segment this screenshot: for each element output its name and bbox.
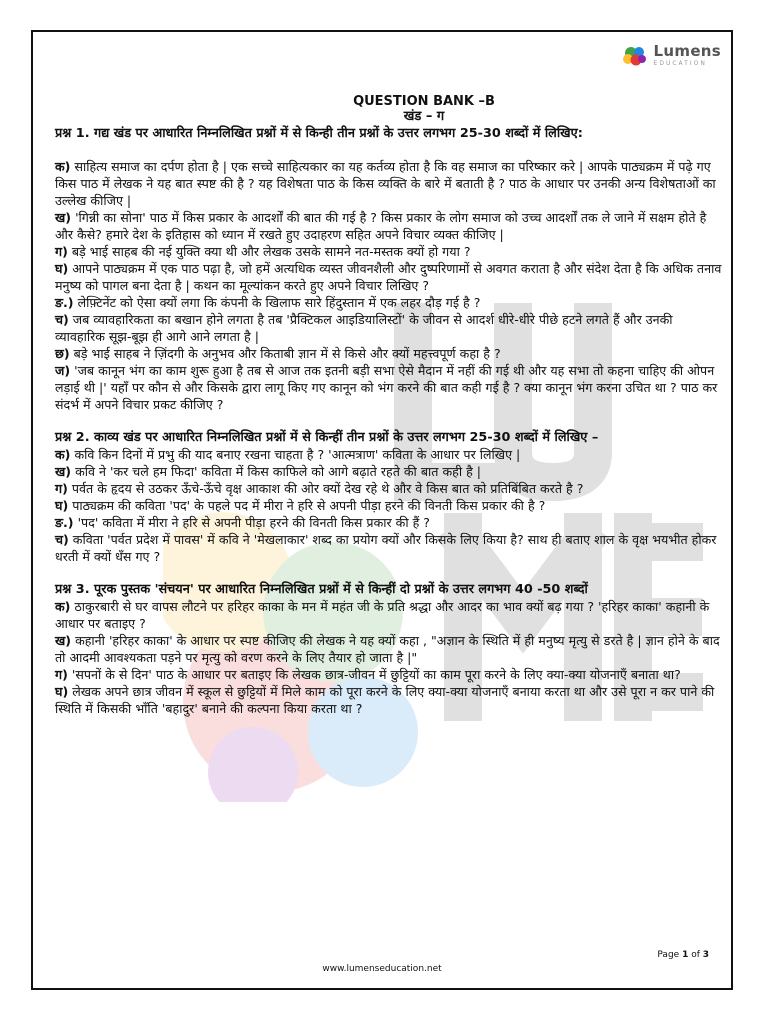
question-label: च) — [55, 312, 69, 327]
page-number — [657, 950, 709, 960]
question-item — [55, 158, 723, 209]
question-text: कहानी 'हरिहर काका' के आधार पर स्पष्ट कीजिए की लेखक ने यह क्यों कहा , "अज्ञान के स्थिति में ही मनुष्य मृत्यु से डरते है | ज्ञान होने के बाद तो आदमी आवश्यकता पड़ने पर मृत्यु को वरण करने के लिए तैयार हो जाता है |" — [55, 633, 720, 665]
question-label: घ) — [55, 684, 69, 699]
question-item — [55, 683, 723, 717]
question-item — [55, 209, 723, 243]
question-item — [55, 497, 723, 514]
question-label: क) — [55, 447, 71, 462]
section-heading: प्रश्न 2. काव्य खंड पर आधारित निम्नलिखित प्रश्नों में से किन्हीं तीन प्रश्नों के उत्तर लगभग 25-30 शब्दों में लिखिए – — [55, 430, 599, 445]
question-text: आपने पाठ्यक्रम में एक पाठ पढ़ा है, जो हमें अत्यधिक व्यस्त जीवनशैली और दुष्परिणामों से अवगत कराता है और संदेश देता है कि अधिक तनाव मनुष्य को पागल बना देता है | कथन का मूल्यांकन करते हुए अपने विचार लिखिए ? — [55, 261, 722, 293]
question-text: कविता 'पर्वत प्रदेश में पावस' में कवि ने 'मेखलाकार' शब्द का प्रयोग क्यों और किसके लिए किया है? साथ ही बताए शाल के वृक्ष भयभीत होकर धरती में क्यों धँस गए ? — [55, 532, 717, 564]
question-item — [55, 632, 723, 666]
question-text: बड़े भाई साहब की नई युक्ति क्या थी और लेखक उसके सामने नत-मस्तक क्यों हो गया ? — [67, 244, 471, 259]
logo-name: Lumens — [653, 42, 721, 60]
question-label: ङ.) — [55, 295, 74, 310]
question-text: ठाकुरबारी से घर वापस लौटने पर हरिहर काका के मन में महंत जी के प्रति श्रद्धा और आदर का भाव क्यों बढ़ गया ? 'हरिहर काका' कहानी के आधार पर बताइए ? — [55, 599, 710, 631]
question-item — [55, 531, 723, 565]
question-label: क) — [55, 599, 71, 614]
section-1 — [55, 125, 723, 413]
section-heading: प्रश्न 3. पूरक पुस्तक 'संचयन' पर आधारित निम्नलिखित प्रश्नों में से किन्हीं दो प्रश्नों के उत्तर लगभग 40 -50 शब्दों — [55, 582, 588, 597]
question-label: क) — [55, 159, 71, 174]
section-heading: प्रश्न 1. गद्य खंड पर आधारित निम्नलिखित प्रश्नों में से किन्ही तीन प्रश्नों के उत्तर लगभग 25-30 शब्दों में लिखिए: — [55, 126, 583, 141]
question-item — [55, 345, 723, 362]
question-label: ख) — [55, 464, 72, 479]
question-text: पाठ्यक्रम की कविता 'पद' के पहले पद में मीरा ने हरि से अपनी पीड़ा हरने की विनती किस प्रकार की है ? — [68, 498, 546, 513]
page-current: 1 — [682, 950, 689, 960]
question-text: 'पद' कविता में मीरा ने हरि से अपनी पीड़ा हरने की विनती किस प्रकार की हैं ? — [73, 515, 430, 530]
question-item — [55, 311, 723, 345]
question-text: साहित्य समाज का दर्पण होता है | एक सच्चे साहित्यकार का यह कर्तव्य होता है कि वह समाज का परिष्कार करे | आपके पाठ्यक्रम में पढ़े गए किस पाठ में लेखक ने यह बात स्पष्ट की है ? यह विशेषता पाठ के किस व्यक्ति के बारे में बताती है ? पाठ के आधार पर उनकी अन्य विशेषताओं का उल्लेख कीजिए | — [55, 159, 716, 208]
document-page — [31, 30, 733, 990]
question-text: पर्वत के हृदय से उठकर ऊँचे-ऊँचे वृक्ष आकाश की ओर क्यों देख रहे थे और वे किस बात को प्रतिबिंबित करते है ? — [67, 481, 584, 496]
question-item — [55, 463, 723, 480]
page-title: QUESTION BANK –B — [353, 94, 495, 109]
question-text: लेफ़्टिनेंट को ऐसा क्यों लगा कि कंपनी के खिलाफ सारे हिंदुस्तान में एक लहर दौड़ गई है ? — [73, 295, 481, 310]
lumens-logo-icon — [622, 45, 648, 67]
question-item — [55, 598, 723, 632]
question-label: ज) — [55, 363, 71, 378]
question-text: जब व्यावहारिकता का बखान होने लगता है तब 'प्रैक्टिकल आइडियालिस्टों' के जीवन से आदर्श धीरे-धीरे पीछे हटने लगते हैं और उनकी व्यावहारिक सूझ-बूझ ही आगे आने लगता है | — [55, 312, 673, 344]
section-title: खंड – ग — [403, 109, 445, 124]
question-item — [55, 514, 723, 531]
question-item — [55, 362, 723, 413]
question-label: ङ.) — [55, 515, 74, 530]
main-content — [55, 94, 723, 717]
question-label: घ) — [55, 498, 69, 513]
section-3 — [55, 581, 723, 717]
question-label: च) — [55, 532, 69, 547]
question-label: ख) — [55, 210, 72, 225]
question-item — [55, 260, 723, 294]
question-item — [55, 294, 723, 311]
question-item — [55, 243, 723, 260]
question-text: लेखक अपने छात्र जीवन में स्कूल से छुट्टियों में मिले काम को पूरा करने के लिए क्या-क्या योजनाएँ बनाया करता था और उसे पूरा न कर पाने की स्थिति में किसकी भाँति 'बहादुर' बनाने की कल्पना किया करता था ? — [55, 684, 715, 716]
page-of: of — [688, 950, 703, 960]
question-label: ग) — [55, 667, 68, 682]
brand-logo — [622, 44, 721, 67]
question-label: ग) — [55, 244, 68, 259]
section-2 — [55, 429, 723, 565]
question-item — [55, 446, 723, 463]
logo-subtitle: EDUCATION — [653, 60, 707, 67]
question-label: छ) — [55, 346, 70, 361]
watermark-blob-purple — [208, 727, 298, 802]
question-label: ख) — [55, 633, 72, 648]
footer-url[interactable]: www.lumenseducation.net — [322, 964, 442, 974]
question-text: 'सपनों के से दिन' पाठ के आधार पर बताइए कि लेखक छात्र-जीवन में छुट्टियों का काम पूरा करने के लिए क्या-क्या योजनाएँ बनाता था? — [67, 667, 681, 682]
question-text: कवि ने 'कर चले हम फिदा' कविता में किस काफिले को आगे बढ़ाते रहते की बात कही है | — [71, 464, 482, 479]
question-text: 'जब कानून भंग का काम शुरू हुआ है तब से आज तक इतनी बड़ी सभा ऐसे मैदान में नहीं की गई थी और यह सभा तो कहना चाहिए की ओपन लड़ाई थी |' यहाँ पर कौन से और किसके द्वारा लागू किए गए कानून को भंग करने की बात कही गई है ? क्या कानून भंग करना उचित था ? पाठ कर संदर्भ में अपने विचार प्रकट कीजिए ? — [55, 363, 718, 412]
question-text: 'गिन्नी का सोना' पाठ में किस प्रकार के आदर्शों की बात की गई है ? किस प्रकार के लोग समाज को उच्च आदर्शों तक ले जाने में सक्षम होते है और कैसे? हमारे देश के इतिहास को ध्यान में रखते हुए उदाहरण सहित अपने विचार व्यक्त कीजिए | — [55, 210, 707, 242]
page-total: 3 — [702, 950, 709, 960]
question-item — [55, 666, 723, 683]
question-item — [55, 480, 723, 497]
question-text: बड़े भाई साहब ने ज़िंदगी के अनुभव और किताबी ज्ञान में से किसे और क्यों महत्त्वपूर्ण कहा है ? — [69, 346, 501, 361]
question-label: ग) — [55, 481, 68, 496]
page-prefix: Page — [657, 950, 683, 960]
question-text: कवि किन दिनों में प्रभु की याद बनाए रखना चाहता है ? 'आत्मत्राण' कविता के आधार पर लिखिए | — [70, 447, 521, 462]
question-label: घ) — [55, 261, 69, 276]
